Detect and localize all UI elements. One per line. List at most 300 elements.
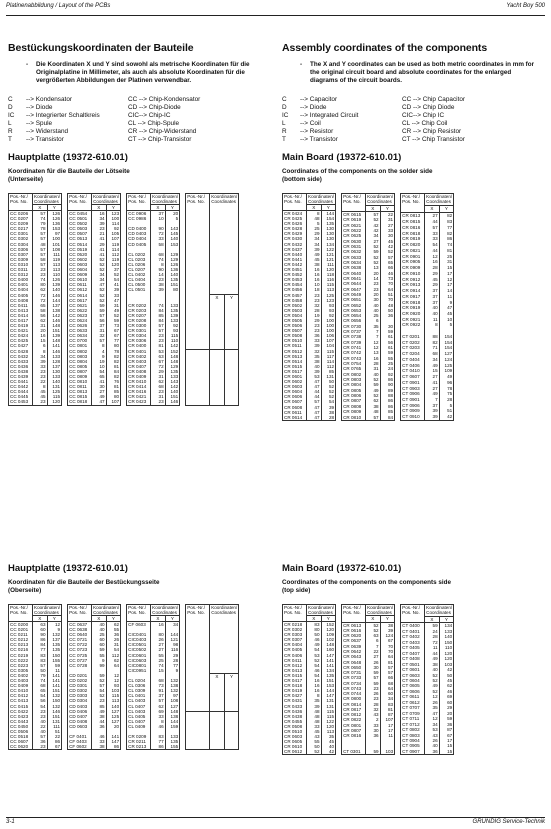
x-cell: 59	[366, 249, 381, 254]
x-cell: 74	[33, 277, 48, 282]
x-cell: 16	[307, 272, 322, 277]
y-cell: 133	[47, 374, 62, 379]
german-column	[8, 42, 270, 144]
pos-cell: CR 0754	[342, 361, 366, 366]
pos-cell: CR 0607	[283, 399, 307, 404]
x-cell: 40	[366, 372, 381, 377]
y-cell: 110	[47, 272, 62, 277]
legend-meaning: --> Transistor	[300, 136, 338, 144]
legend-abbrev: C	[8, 95, 13, 103]
pos-cell: CR 0301	[127, 328, 151, 333]
pos-cell: CD 0201	[68, 673, 92, 678]
y-cell: 86	[439, 236, 454, 242]
y-cell: 131	[321, 704, 336, 709]
x-cell: 39	[307, 343, 322, 348]
x-cell: 19	[92, 359, 107, 364]
pos-cell: CC 0603	[68, 262, 92, 267]
pos-cell: CC 0403	[9, 678, 33, 683]
pos-cell: CL 0409	[127, 724, 151, 729]
y-cell: 86	[380, 377, 395, 382]
pos-cell: CT 0901	[401, 397, 425, 403]
x-cell: 68	[151, 384, 166, 389]
x-cell: 7	[366, 329, 381, 334]
x-cell: 34	[92, 272, 107, 277]
y-cell: 93	[106, 683, 121, 688]
x-cell: 59	[425, 623, 440, 629]
de-solder-title: Hauptplatte (19372-610.01)	[8, 152, 128, 163]
pos-cell: CC 0453	[9, 399, 33, 405]
y-cell: 115	[106, 693, 121, 698]
pos-cell: CC 0518	[9, 734, 33, 739]
pos-cell: CD 0202	[68, 678, 92, 683]
y-cell: 125	[106, 714, 121, 719]
legend-entry	[282, 128, 402, 136]
y-cell: 147	[106, 739, 121, 744]
y-cell: 31	[380, 217, 395, 222]
pos-cell: CL 0204	[127, 678, 151, 683]
y-cell: 153	[321, 683, 336, 688]
coordinate-table	[400, 604, 454, 755]
y-cell: 151	[165, 394, 180, 399]
y-cell: 131	[321, 698, 336, 703]
pos-cell: CR 0514	[283, 359, 307, 364]
x-cell: 68	[33, 683, 48, 688]
y-cell: 137	[47, 303, 62, 308]
y-cell: 111	[47, 252, 62, 257]
x-cell: 37	[425, 299, 440, 305]
x-cell: 65	[33, 688, 48, 693]
x-cell: 7	[366, 334, 381, 339]
pos-cell: CR 0818	[401, 230, 425, 236]
y-cell: 115	[321, 349, 336, 354]
y-cell: 82	[106, 374, 121, 379]
pos-cell: CR 0610	[283, 744, 307, 749]
pos-cell: CR 0508	[283, 333, 307, 338]
pos-cell: CR 0802	[342, 372, 366, 377]
y-cell: 133	[165, 374, 180, 379]
x-cell: 40	[425, 311, 440, 317]
y-cell: 38	[321, 410, 336, 415]
x-cell: 56	[92, 318, 107, 323]
y-cell: 57	[380, 254, 395, 259]
y-cell: 85	[380, 409, 395, 414]
y-cell: 20	[165, 211, 180, 217]
y-cell: 148	[321, 642, 336, 647]
legend-meaning: --> Spule	[26, 119, 53, 127]
y-cell: 12	[47, 622, 62, 628]
y-cell: 30	[380, 324, 395, 329]
col-header-coords: Koordinaten/ Coordinates	[152, 194, 179, 204]
pos-cell: CC 0444	[9, 389, 33, 394]
coordinate-table	[8, 604, 62, 750]
pos-cell: CC 0441	[9, 379, 33, 384]
x-cell: 74	[151, 303, 166, 308]
y-cell: 145	[165, 231, 180, 236]
y-cell: 106	[321, 333, 336, 338]
pos-cell: CR 0644	[342, 281, 366, 286]
x-cell: 27	[425, 213, 440, 219]
pos-cell: CT 0401	[401, 629, 425, 634]
col-header-x: X	[366, 205, 381, 211]
x-cell: 41	[92, 252, 107, 257]
legend-entry	[8, 136, 128, 144]
pos-cell: CT 0709	[401, 711, 425, 716]
x-cell: 47	[307, 405, 322, 410]
x-cell: 11	[425, 645, 440, 650]
pos-cell: CC 0201	[9, 627, 33, 632]
y-cell: 108	[165, 698, 180, 703]
y-cell: 97	[47, 231, 62, 236]
x-cell: 74	[151, 663, 166, 668]
pos-cell: CR 0744	[342, 691, 366, 696]
x-cell: 72	[425, 640, 440, 645]
y-cell: 51	[47, 729, 62, 734]
x-cell: 7	[425, 397, 440, 403]
x-cell: 41	[92, 236, 107, 241]
pos-cell: CT 0203	[401, 345, 425, 351]
pos-cell: CR 0427	[283, 693, 307, 698]
pos-cell: CL 0407	[127, 719, 151, 724]
legend-entry: CR --> Chip-Widerstand	[128, 127, 197, 135]
x-cell: 78	[33, 226, 48, 231]
pos-cell: CR 0730	[342, 324, 366, 329]
legend-meaning: --> Diode	[26, 103, 53, 111]
pos-cell: CC 0725	[68, 653, 92, 658]
y-cell: 78	[439, 385, 454, 391]
pos-cell: CR 0413	[283, 668, 307, 673]
legend-abbrev: L	[8, 119, 12, 127]
x-cell: 44	[425, 219, 440, 225]
y-cell: 134	[321, 242, 336, 247]
x-cell: 50	[33, 668, 48, 673]
y-cell: 84	[106, 369, 121, 374]
pos-cell: CC 0401	[9, 282, 33, 287]
pos-cell: CR 0437	[283, 247, 307, 252]
x-cell: 56	[33, 698, 48, 703]
y-cell: 154	[439, 339, 454, 345]
y-cell: 88	[380, 393, 395, 398]
x-cell: 40	[92, 627, 107, 632]
y-cell: 59	[106, 318, 121, 323]
en-legend	[282, 96, 544, 145]
x-cell: 15	[33, 338, 48, 343]
y-cell: 38	[380, 622, 395, 628]
x-cell: 74	[151, 257, 166, 262]
legend-entry	[282, 96, 402, 104]
y-cell: 109	[321, 632, 336, 637]
de-title: Bestückungskoordinaten der Bauteile	[8, 42, 194, 54]
en-comp-subtitle: Coordinates of the components on the components side (top side)	[282, 579, 451, 594]
x-cell: 26	[366, 659, 381, 664]
x-cell: 27	[366, 654, 381, 659]
y-cell: 133	[165, 303, 180, 308]
pos-cell: CD 0408	[68, 719, 92, 724]
x-cell: 44	[307, 389, 322, 394]
y-cell: 11	[439, 293, 454, 299]
x-cell: 39	[307, 369, 322, 374]
y-cell: 125	[47, 389, 62, 394]
x-cell: 25	[151, 658, 166, 663]
x-cell: 53	[307, 653, 322, 658]
x-cell: 26	[151, 637, 166, 642]
x-cell: 59	[92, 673, 107, 678]
pos-cell: CC 0612	[68, 287, 92, 292]
col-header-coords: Koordinaten/ Coordinates	[426, 194, 453, 204]
x-cell: 33	[151, 714, 166, 719]
pos-cell: CD 0303	[68, 693, 92, 698]
y-cell: 114	[321, 359, 336, 364]
pos-cell: CR 0613	[342, 622, 366, 628]
pos-cell: CR 0640	[342, 270, 366, 275]
y-cell: 67	[439, 732, 454, 737]
y-cell: 25	[439, 253, 454, 259]
pos-cell: CC 0445	[9, 394, 33, 399]
y-cell: 12	[106, 673, 121, 678]
x-cell: 91	[151, 688, 166, 693]
pos-cell: CR 0402	[127, 354, 151, 359]
y-cell: 86	[106, 744, 121, 750]
x-cell: 23	[151, 338, 166, 343]
y-cell: 55	[106, 627, 121, 632]
x-cell: 32	[366, 707, 381, 712]
y-cell: 146	[47, 293, 62, 298]
legend-abbrev: D	[8, 103, 13, 111]
pos-cell: CC 0413	[9, 698, 33, 703]
pos-cell: CT 0909	[401, 408, 425, 414]
pos-cell: CC 0722	[68, 642, 92, 647]
x-cell: 38	[307, 262, 322, 267]
y-cell: 70	[380, 297, 395, 302]
y-cell: 113	[106, 698, 121, 703]
y-cell: 22	[380, 211, 395, 217]
y-cell: 110	[165, 338, 180, 343]
x-cell: 33	[151, 236, 166, 241]
pos-cell: CR 0649	[342, 292, 366, 297]
y-cell: 89	[380, 388, 395, 393]
x-cell: 74	[33, 678, 48, 683]
x-cell: 57	[33, 262, 48, 267]
x-cell: 29	[425, 282, 440, 288]
pos-cell: CR 0401	[127, 349, 151, 354]
pos-cell: CC 0422	[9, 709, 33, 714]
x-cell: 77	[33, 647, 48, 652]
x-cell: 40	[92, 622, 107, 628]
header-left: Platinenabbildung / Layout of the PCBs	[6, 3, 111, 9]
x-cell: 80	[307, 627, 322, 632]
pos-cell: CR 0306	[127, 338, 151, 343]
x-cell: 27	[425, 385, 440, 391]
pos-cell: CC 0620	[9, 744, 33, 750]
x-cell: 12	[425, 716, 440, 721]
x-cell: 84	[151, 308, 166, 313]
comp-table-en	[282, 604, 459, 755]
x-cell: 34	[92, 216, 107, 221]
y-cell: 115	[165, 333, 180, 338]
coordinate-table	[67, 193, 121, 406]
pos-cell: CR 0743	[342, 686, 366, 691]
x-cell: 31	[366, 366, 381, 371]
pos-cell: CR 0739	[342, 340, 366, 345]
y-cell: 87	[439, 727, 454, 732]
pos-cell: CC 0309	[9, 257, 33, 262]
pos-cell: CC 0304	[9, 242, 33, 247]
x-cell: 59	[366, 681, 381, 686]
x-cell: 6	[366, 638, 381, 643]
y-cell: 133	[165, 318, 180, 323]
pos-cell: CR 0630	[342, 238, 366, 243]
x-cell: 12	[425, 694, 440, 699]
y-cell: 52	[380, 249, 395, 254]
y-cell: 45	[439, 311, 454, 317]
y-cell: 59	[47, 663, 62, 668]
pos-cell: CD 0301	[68, 683, 92, 688]
pos-cell: CR 0603	[283, 734, 307, 739]
pos-cell: CT 0603	[401, 672, 425, 677]
legend-abbrev: IC	[8, 111, 15, 119]
table-row	[68, 399, 121, 405]
x-cell: 57	[151, 323, 166, 328]
y-cell: 114	[106, 221, 121, 226]
y-cell: 86	[47, 739, 62, 744]
y-cell: 107	[106, 236, 121, 241]
y-cell: 140	[47, 287, 62, 292]
x-cell: 52	[366, 217, 381, 222]
x-cell: 52	[307, 749, 322, 755]
y-cell: 64	[380, 654, 395, 659]
pos-cell: CC 0311	[9, 267, 33, 272]
x-cell: 16	[307, 688, 322, 693]
pos-cell: CT 0405	[401, 645, 425, 650]
y-cell: 54	[321, 399, 336, 404]
y-cell: 139	[47, 333, 62, 338]
x-cell: 33	[425, 236, 440, 242]
pos-cell: CR 0733	[342, 675, 366, 680]
pos-cell: CC 0610	[68, 277, 92, 282]
pos-cell: CR 0303	[283, 632, 307, 637]
pos-cell	[186, 349, 210, 405]
pos-cell: CL 0407	[127, 704, 151, 709]
pos-cell: CC 0454	[68, 211, 92, 217]
pos-cell: CL 0501	[127, 287, 151, 292]
pos-cell: CR 0403	[127, 359, 151, 364]
table-row	[283, 415, 336, 421]
legend-entry	[8, 128, 128, 136]
y-cell: 26	[106, 637, 121, 642]
y-cell: 116	[321, 277, 336, 282]
x-cell: 47	[307, 384, 322, 389]
x-cell: 16	[425, 259, 440, 265]
y-cell: 125	[439, 362, 454, 368]
x-cell: 40	[425, 743, 440, 748]
pos-cell: CC 0439	[9, 374, 33, 379]
y-cell: 127	[439, 351, 454, 357]
x-cell: 47	[92, 399, 107, 405]
x-cell: 53	[307, 374, 322, 379]
col-header-pos: Pos.-Nr./ Pos. No.	[127, 194, 151, 211]
y-cell: 96	[439, 380, 454, 386]
footer-right: GRUNDIG Service-Technik	[472, 819, 545, 825]
y-cell: 92	[106, 226, 121, 231]
y-cell: 151	[321, 678, 336, 683]
x-cell: 85	[151, 313, 166, 318]
y-cell: 118	[321, 272, 336, 277]
y-cell: 154	[321, 216, 336, 221]
x-cell: 52	[425, 678, 440, 683]
pos-cell: CR 0743	[342, 356, 366, 361]
x-cell: 62	[33, 318, 48, 323]
pos-cell: CT 0906	[401, 402, 425, 408]
pos-cell: CR 0914	[401, 288, 425, 294]
x-cell: 52	[92, 678, 107, 683]
y-cell: 35	[321, 734, 336, 739]
english-column	[282, 42, 544, 144]
x-cell: 48	[307, 714, 322, 719]
x-cell: 31	[151, 374, 166, 379]
col-header-x: X	[425, 616, 440, 622]
y-cell: 5	[165, 216, 180, 221]
y-cell: 36	[439, 721, 454, 726]
y-cell: 107	[380, 717, 395, 722]
pos-cell: CR 0632	[342, 249, 366, 254]
y-cell: 148	[165, 709, 180, 714]
pos-cell: CF 0403	[68, 739, 92, 744]
x-cell: 68	[151, 252, 166, 257]
y-cell: 66	[380, 675, 395, 680]
pos-cell: CT 0803	[401, 732, 425, 737]
pos-cell: CC 0404	[9, 287, 33, 292]
pos-cell: CR 0452	[283, 272, 307, 277]
x-cell: 47	[307, 415, 322, 421]
legend-entry	[8, 104, 128, 112]
x-cell: 41	[92, 379, 107, 384]
pos-cell: CR 0615	[342, 211, 366, 217]
y-cell: 134	[321, 668, 336, 673]
y-cell: 130	[47, 369, 62, 374]
y-cell: 117	[321, 354, 336, 359]
pos-cell: CR 0208	[127, 318, 151, 323]
x-cell: 54	[307, 663, 322, 668]
col-header-coords: Koordinaten/ Coordinates	[367, 194, 394, 204]
x-cell: 40	[425, 305, 440, 311]
pos-cell: CR 0405	[283, 647, 307, 652]
x-cell: 23	[366, 696, 381, 701]
x-cell	[210, 349, 225, 405]
legend-abbrev: T	[282, 136, 286, 144]
pos-cell: CR 0418	[283, 683, 307, 688]
x-cell: 52	[92, 287, 107, 292]
legend-entry: CR --> Chip Resistor	[402, 127, 462, 135]
pos-cell: CR 0654	[342, 313, 366, 318]
x-cell: 54	[307, 673, 322, 678]
coordinate-table	[282, 604, 336, 755]
de-solder-subtitle: Koordinaten für die Bauteile der Lötseite (Unterseite)	[8, 168, 130, 183]
y-cell: 90	[380, 382, 395, 387]
col-header-pos: Pos.-Nr./ Pos. No.	[342, 194, 366, 212]
pos-cell: CT 0403	[401, 640, 425, 645]
pos-cell: CR 0765	[342, 366, 366, 371]
pos-cell: CR 0731	[342, 670, 366, 675]
x-cell: 60	[33, 627, 48, 632]
x-cell: 23	[92, 226, 107, 231]
x-cell: 13	[366, 265, 381, 270]
y-cell: 103	[380, 749, 395, 755]
y-cell: 141	[47, 673, 62, 678]
pos-cell: CC 0809	[68, 374, 92, 379]
x-cell: 23	[307, 323, 322, 328]
x-cell: 23	[33, 709, 48, 714]
y-cell: 151	[165, 282, 180, 287]
x-cell: 47	[307, 379, 322, 384]
